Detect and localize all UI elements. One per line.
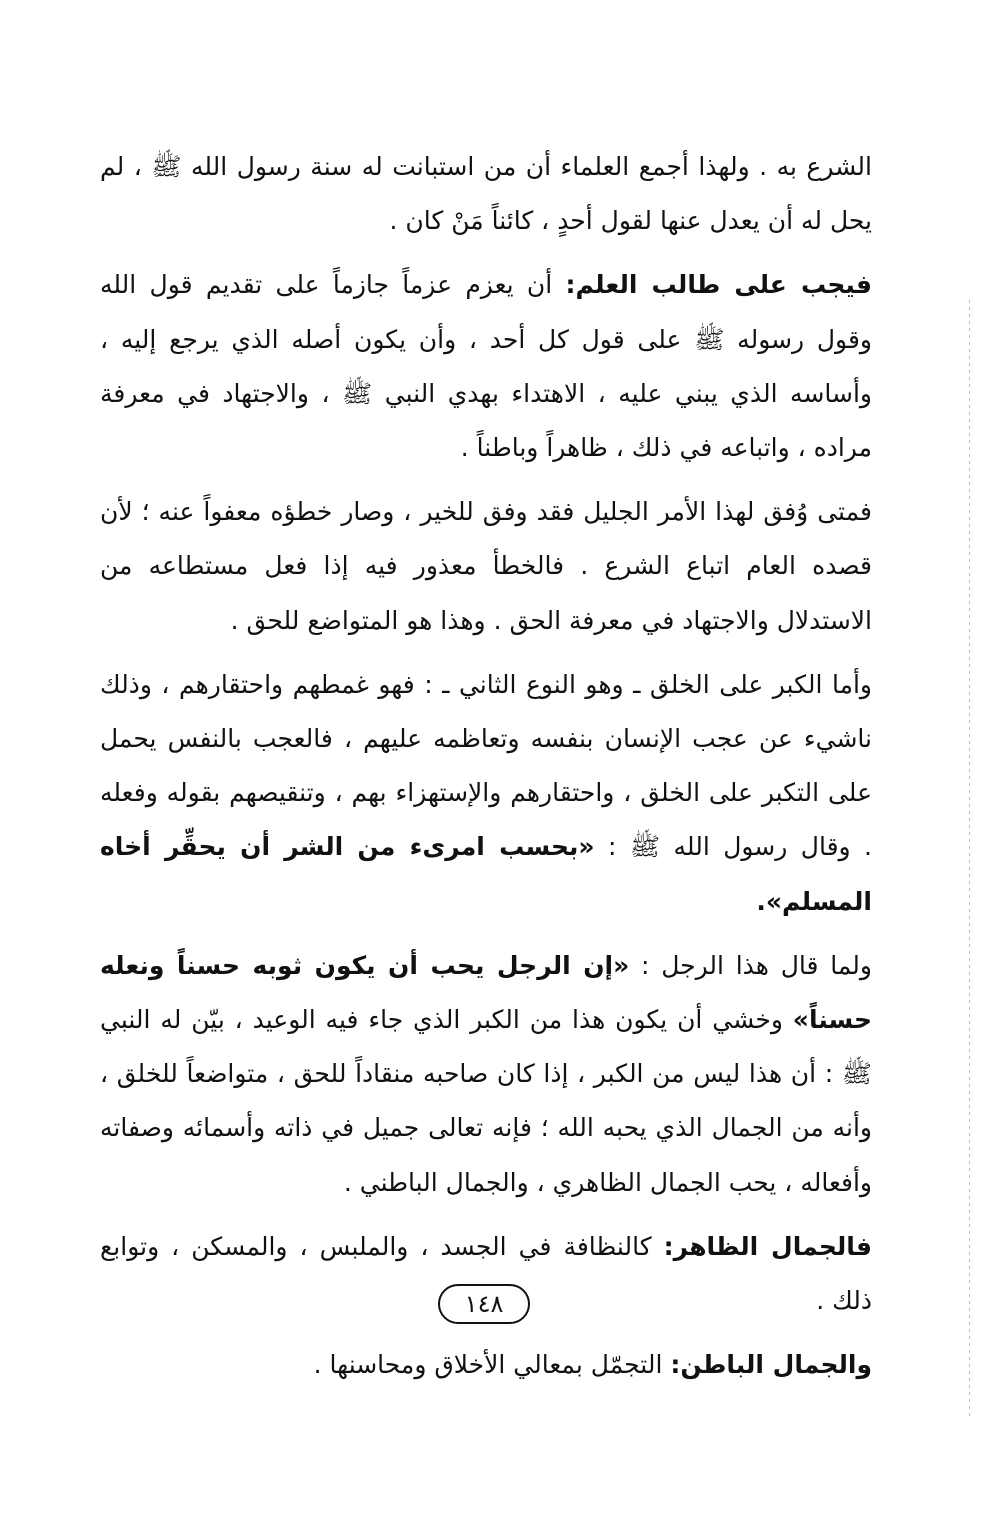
page-number: ١٤٨ <box>438 1284 530 1324</box>
paragraph-7-text: التجمّل بمعالي الأخلاق ومحاسنها . <box>313 1350 671 1380</box>
paragraph-1 <box>100 140 872 248</box>
page-body-text <box>100 140 872 1392</box>
paragraph-1-text: الشرع به . ولهذا أجمع العلماء أن من استبانت له سنة رسول الله ﷺ ، لم يحل له أن يعدل عنها لقول أحدٍ ، كائناً مَنْ كان . <box>100 152 872 236</box>
paragraph-3 <box>100 485 872 648</box>
paragraph-5-text: ولما قال هذا الرجل : <box>629 950 872 980</box>
paragraph-6-lead: فالجمال الظاهر: <box>663 1231 872 1261</box>
paragraph-2 <box>100 258 872 475</box>
paragraph-4 <box>100 658 872 929</box>
paragraph-7 <box>100 1338 872 1392</box>
scan-edge-line <box>969 300 970 1420</box>
hadith-quote-2: «إن الرجل يحب أن يكون ثوبه حسناً ونعله حسناً» <box>100 950 872 1035</box>
paragraph-5 <box>100 939 872 1210</box>
paragraph-2-lead: فيجب على طالب العلم: <box>565 270 873 300</box>
paragraph-5-text-after: وخشي أن يكون هذا من الكبر الذي جاء فيه الوعيد ، بيّن له النبي ﷺ : أن هذا ليس من الكبر ، إذا كان صاحبه منقاداً للحق ، متواضعاً للخلق ، وأنه من الجمال الذي يحبه الله ؛ فإنه تعالى جميل في ذاته وأسمائه وصفاته وأفعاله ، يحب الجمال الظاهري ، والجمال الباطني . <box>100 1005 872 1197</box>
paragraph-6-text: كالنظافة في الجسد ، والملبس ، والمسكن ، وتوابع ذلك . <box>100 1231 872 1316</box>
paragraph-4-text: وأما الكبر على الخلق ـ وهو النوع الثاني ـ : فهو غمطهم واحتقارهم ، وذلك ناشيء عن عجب الإنسان بنفسه وتعاظمه عليهم ، فالعجب بالنفس يحمل على التكبر على الخلق ، واحتقارهم والإستهزاء بهم ، وتنقيصهم بقوله وفعله . وقال رسول الله ﷺ : <box>100 669 872 862</box>
hadith-quote-1: «بحسب امرىء من الشر أن يحقِّر أخاه المسلم». <box>100 832 872 916</box>
paragraph-2-text: أن يعزم عزماً جازماً على تقديم قول الله وقول رسوله ﷺ على قول كل أحد ، وأن يكون أصله الذي يرجع إليه ، وأساسه الذي يبني عليه ، الاهتداء بهدي النبي ﷺ ، والاجتهاد في معرفة مراده ، واتباعه في ذلك ، ظاهراً وباطناً . <box>100 270 872 463</box>
paragraph-3-text: فمتى وُفق لهذا الأمر الجليل فقد وفق للخير ، وصار خطؤه معفواً عنه ؛ لأن قصده العام اتباع الشرع . فالخطأ معذور فيه إذا فعل مستطاعه من الاستدلال والاجتهاد في معرفة الحق . وهذا هو المتواضع للحق . <box>100 497 872 635</box>
paragraph-7-lead: والجمال الباطن: <box>670 1350 872 1380</box>
